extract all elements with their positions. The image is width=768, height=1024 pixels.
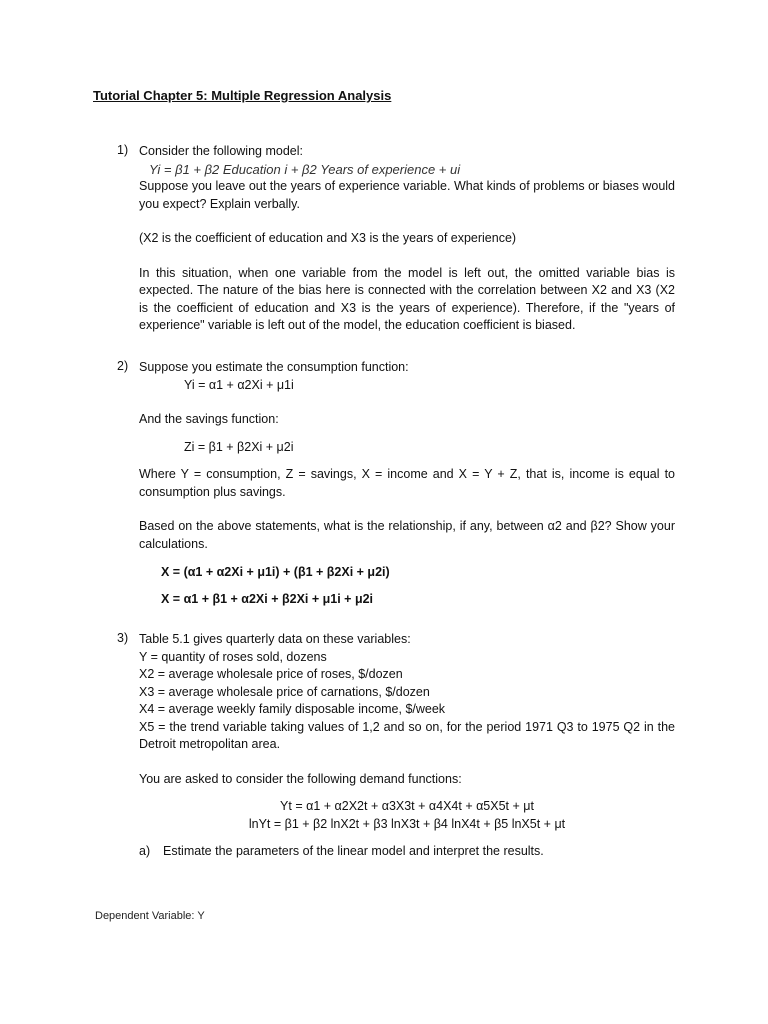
question-intro: Consider the following model: [139,144,303,158]
variable-line: X2 = average wholesale price of roses, $/dozen [139,667,403,681]
model-equation: Yi = β1 + β2 Education i + β2 Years of experience + ui [149,161,461,177]
answer-text: In this situation, when one variable from the model is left out, the omitted variable bias is expected. The nature of the bias here is connected with the correlation between X2 and X3 (X2 is the coefficient of education and X3 is the years of experience). Therefore, if the "years of experience" variable is left out of the model, the education coefficient is biased. [139,265,675,332]
variable-line-x5: X5 = the trend variable taking values of 1,2 and so on, for the period 1971 Q3 to 1975 Q2 in the Detroit metropolitan area. [139,719,675,751]
calculation-line-1: X = (α1 + α2Xi + μ1i) + (β1 + β2Xi + μ2i) [161,565,390,579]
page-title: Tutorial Chapter 5: Multiple Regression Analysis [93,88,392,103]
variable-line: X3 = average wholesale price of carnations, $/dozen [139,684,430,699]
question-text: Suppose you leave out the years of experience variable. What kinds of problems or biases would you expect? Explain verbally. [139,179,675,211]
part-a-text: Estimate the parameters of the linear model and interpret the results. [163,844,544,858]
demand-linear-equation: Yt = α1 + α2X2t + α3X3t + α4X4t + α5X5t + μt [280,799,534,813]
variable-line: Table 5.1 gives quarterly data on these variables: [139,632,411,646]
question-number: 1) [117,143,129,157]
variable-line: X4 = average weekly family disposable income, $/week [139,702,446,716]
part-a [139,843,675,861]
savings-equation: Zi = β1 + β2Xi + μ2i [184,439,294,454]
variable-line: Y = quantity of roses sold, dozens [139,649,327,664]
calculation-line-2: X = α1 + β1 + α2Xi + β2Xi + μ1i + μ2i [161,592,374,606]
question-text: Based on the above statements, what is the relationship, if any, between α2 and β2? Show your calculations. [139,519,675,551]
consumption-equation: Yi = α1 + α2Xi + μ1i [184,377,294,392]
demand-log-equation: lnYt = β1 + β2 lnX2t + β3 lnX3t + β4 lnX4t + β5 lnX5t + μt [248,816,566,831]
question-intro: Suppose you estimate the consumption function: [139,360,409,374]
where-text: Where Y = consumption, Z = savings, X = income and X = Y + Z, that is, income is equal to consumption plus savings. [139,467,675,499]
part-a-label: a) [139,844,151,858]
question-intro-2: And the savings function: [139,412,279,426]
question-number: 2) [117,359,129,373]
footer-caption: Dependent Variable: Y [95,910,205,922]
demand-intro: You are asked to consider the following demand functions: [139,771,462,786]
question-note: (X2 is the coefficient of education and X3 is the years of experience) [139,231,517,245]
question-number: 3) [117,631,129,645]
